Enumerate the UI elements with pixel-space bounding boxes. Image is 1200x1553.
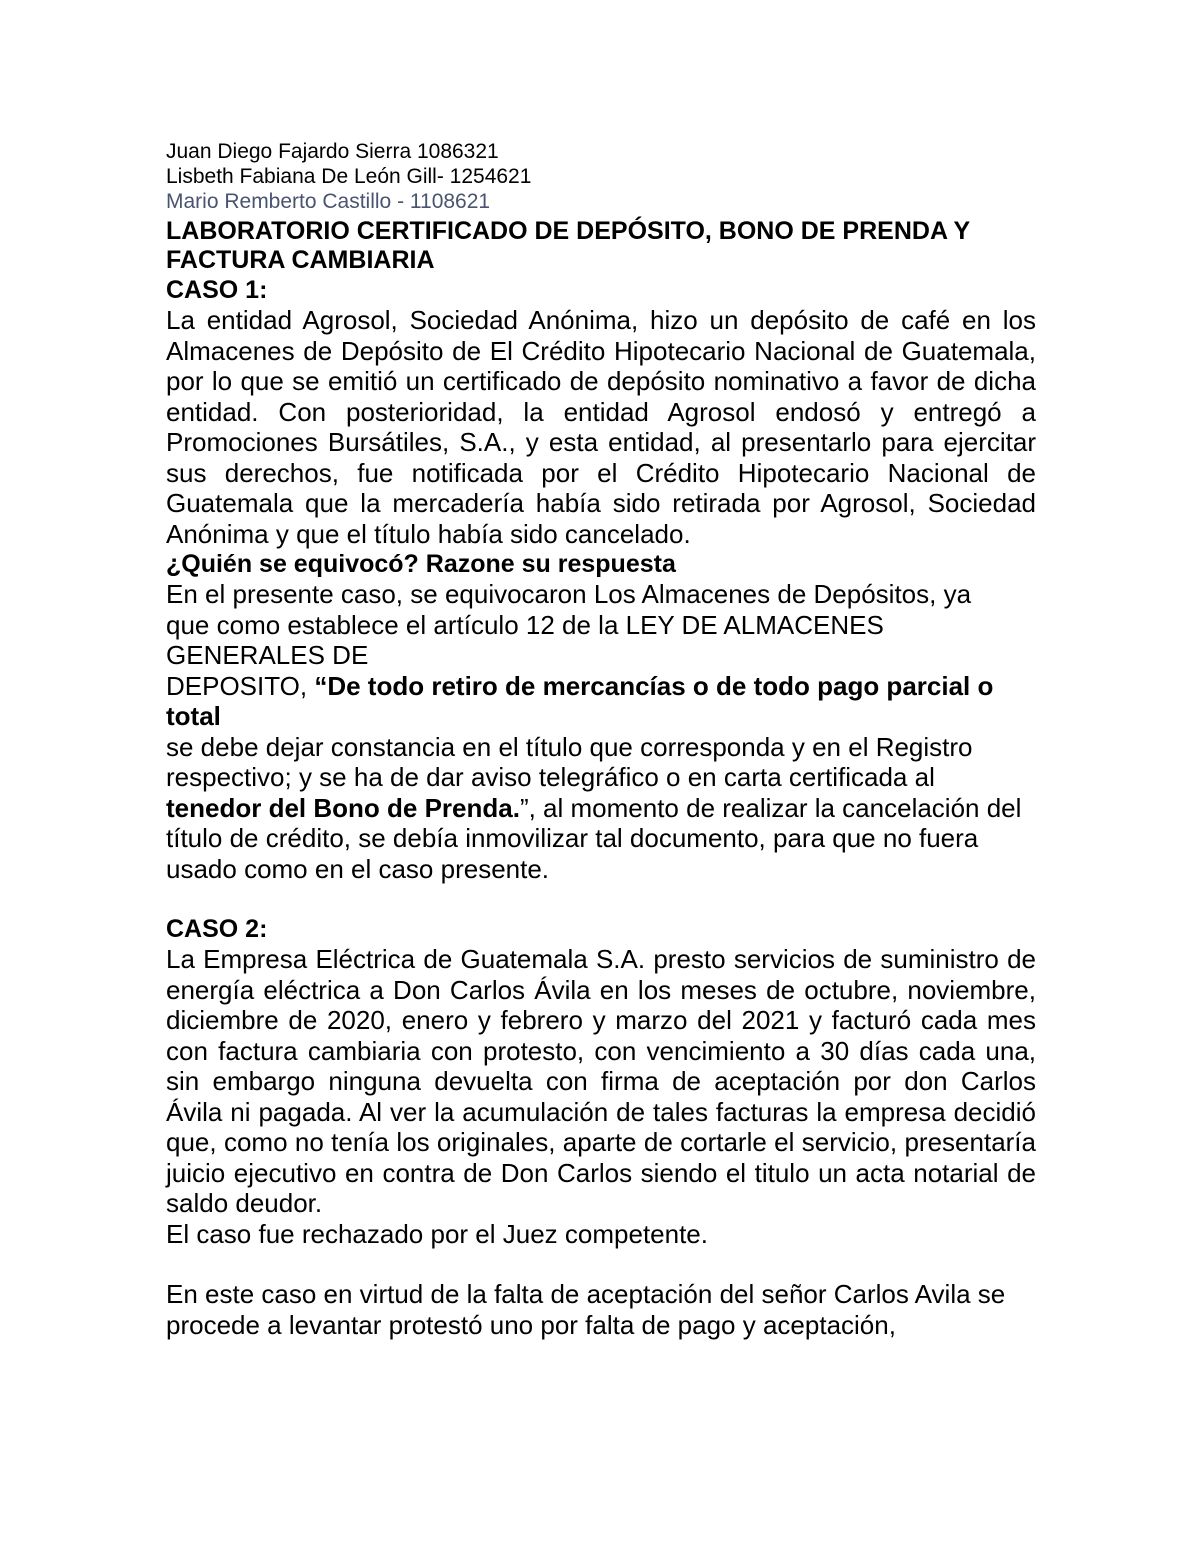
answer-line: GENERALES DE [166, 640, 369, 670]
case-2-answer [166, 1279, 1036, 1340]
answer-line: se debe dejar constancia en el título que corresponda y en el Registro [166, 731, 973, 762]
answer-line: que como establece el artículo 12 de la LEY DE ALMACENES [166, 609, 884, 640]
case-2-body: La Empresa Eléctrica de Guatemala S.A. presto servicios de suministro de energía eléctrica a Don Carlos Ávila en los meses de octubre, noviembre, diciembre de 2020, enero y febrero y marzo del 2021 y facturó cada mes con factura cambiaria con protesto, con vencimiento a 30 días cada una, sin embargo ninguna devuelta con firma de aceptación por don Carlos Ávila ni pagada. Al ver la acumulación de tales facturas la empresa decidió que, como no tenía los originales, aparte de cortarle el servicio, presentaría juicio ejecutivo en contra de Don Carlos siendo el titulo un acta notarial de saldo deudor. [166, 944, 1036, 1218]
case-2-rejection: El caso fue rechazado por el Juez competente. [166, 1218, 708, 1249]
answer-line [166, 793, 1036, 824]
document-page [166, 139, 1036, 1340]
case-1-body: La entidad Agrosol, Sociedad Anónima, hizo un depósito de café en los Almacenes de Depósito de El Crédito Hipotecario Nacional de Guatemala, por lo que se emitió un certificado de depósito nominativo a favor de dicha entidad. Con posterioridad, la entidad Agrosol endosó y entregó a Promociones Bursátiles, S.A., y esta entidad, al presentarlo para ejercitar sus derechos, fue notificada por el Crédito Hipotecario Nacional de Guatemala que la mercadería había sido retirada por Agrosol, Sociedad Anónima y que el título había sido cancelado. [166, 305, 1036, 549]
title-line: FACTURA CAMBIARIA [166, 246, 435, 274]
author-line: Mario Remberto Castillo - 1108621 [166, 190, 491, 213]
author-line: Lisbeth Fabiana De León Gill- 1254621 [166, 165, 532, 188]
case-1-section [166, 275, 1036, 884]
answer-line: usado como en el caso presente. [166, 853, 550, 884]
case-2-section [166, 914, 1036, 1340]
answer-line: En este caso en virtud de la falta de aceptación del señor Carlos Avila se [166, 1279, 1006, 1309]
case-1-heading: CASO 1: [166, 276, 268, 304]
answer-line: En el presente caso, se equivocaron Los Almacenes de Depósitos, ya [166, 579, 972, 609]
document-title [166, 217, 1036, 275]
case-1-question: ¿Quién se equivocó? Razone su respuesta [166, 550, 676, 578]
answer-line: procede a levantar protestó uno por falta de pago y aceptación, [166, 1309, 896, 1340]
case-2-heading: CASO 2: [166, 915, 268, 943]
answer-line: respectivo; y se ha de dar aviso telegráfico o en carta certificada al [166, 762, 935, 792]
case-1-answer [166, 579, 1036, 884]
law-quote: “De todo retiro de mercancías o de todo pago parcial o total [166, 670, 994, 731]
paragraph-spacer [166, 1249, 1036, 1279]
section-spacer [166, 884, 1036, 914]
answer-line [166, 671, 1036, 732]
answer-text: DEPOSITO, [166, 670, 315, 701]
title-line: LABORATORIO CERTIFICADO DE DEPÓSITO, BONO DE PRENDA Y [166, 217, 971, 245]
author-list [166, 139, 1036, 214]
answer-text: ”, al momento de realizar la cancelación del [519, 792, 1022, 823]
author-line: Juan Diego Fajardo Sierra 1086321 [166, 140, 499, 163]
answer-line: título de crédito, se debía inmovilizar tal documento, para que no fuera [166, 823, 979, 853]
law-quote: tenedor del Bono de Prenda. [166, 792, 520, 823]
